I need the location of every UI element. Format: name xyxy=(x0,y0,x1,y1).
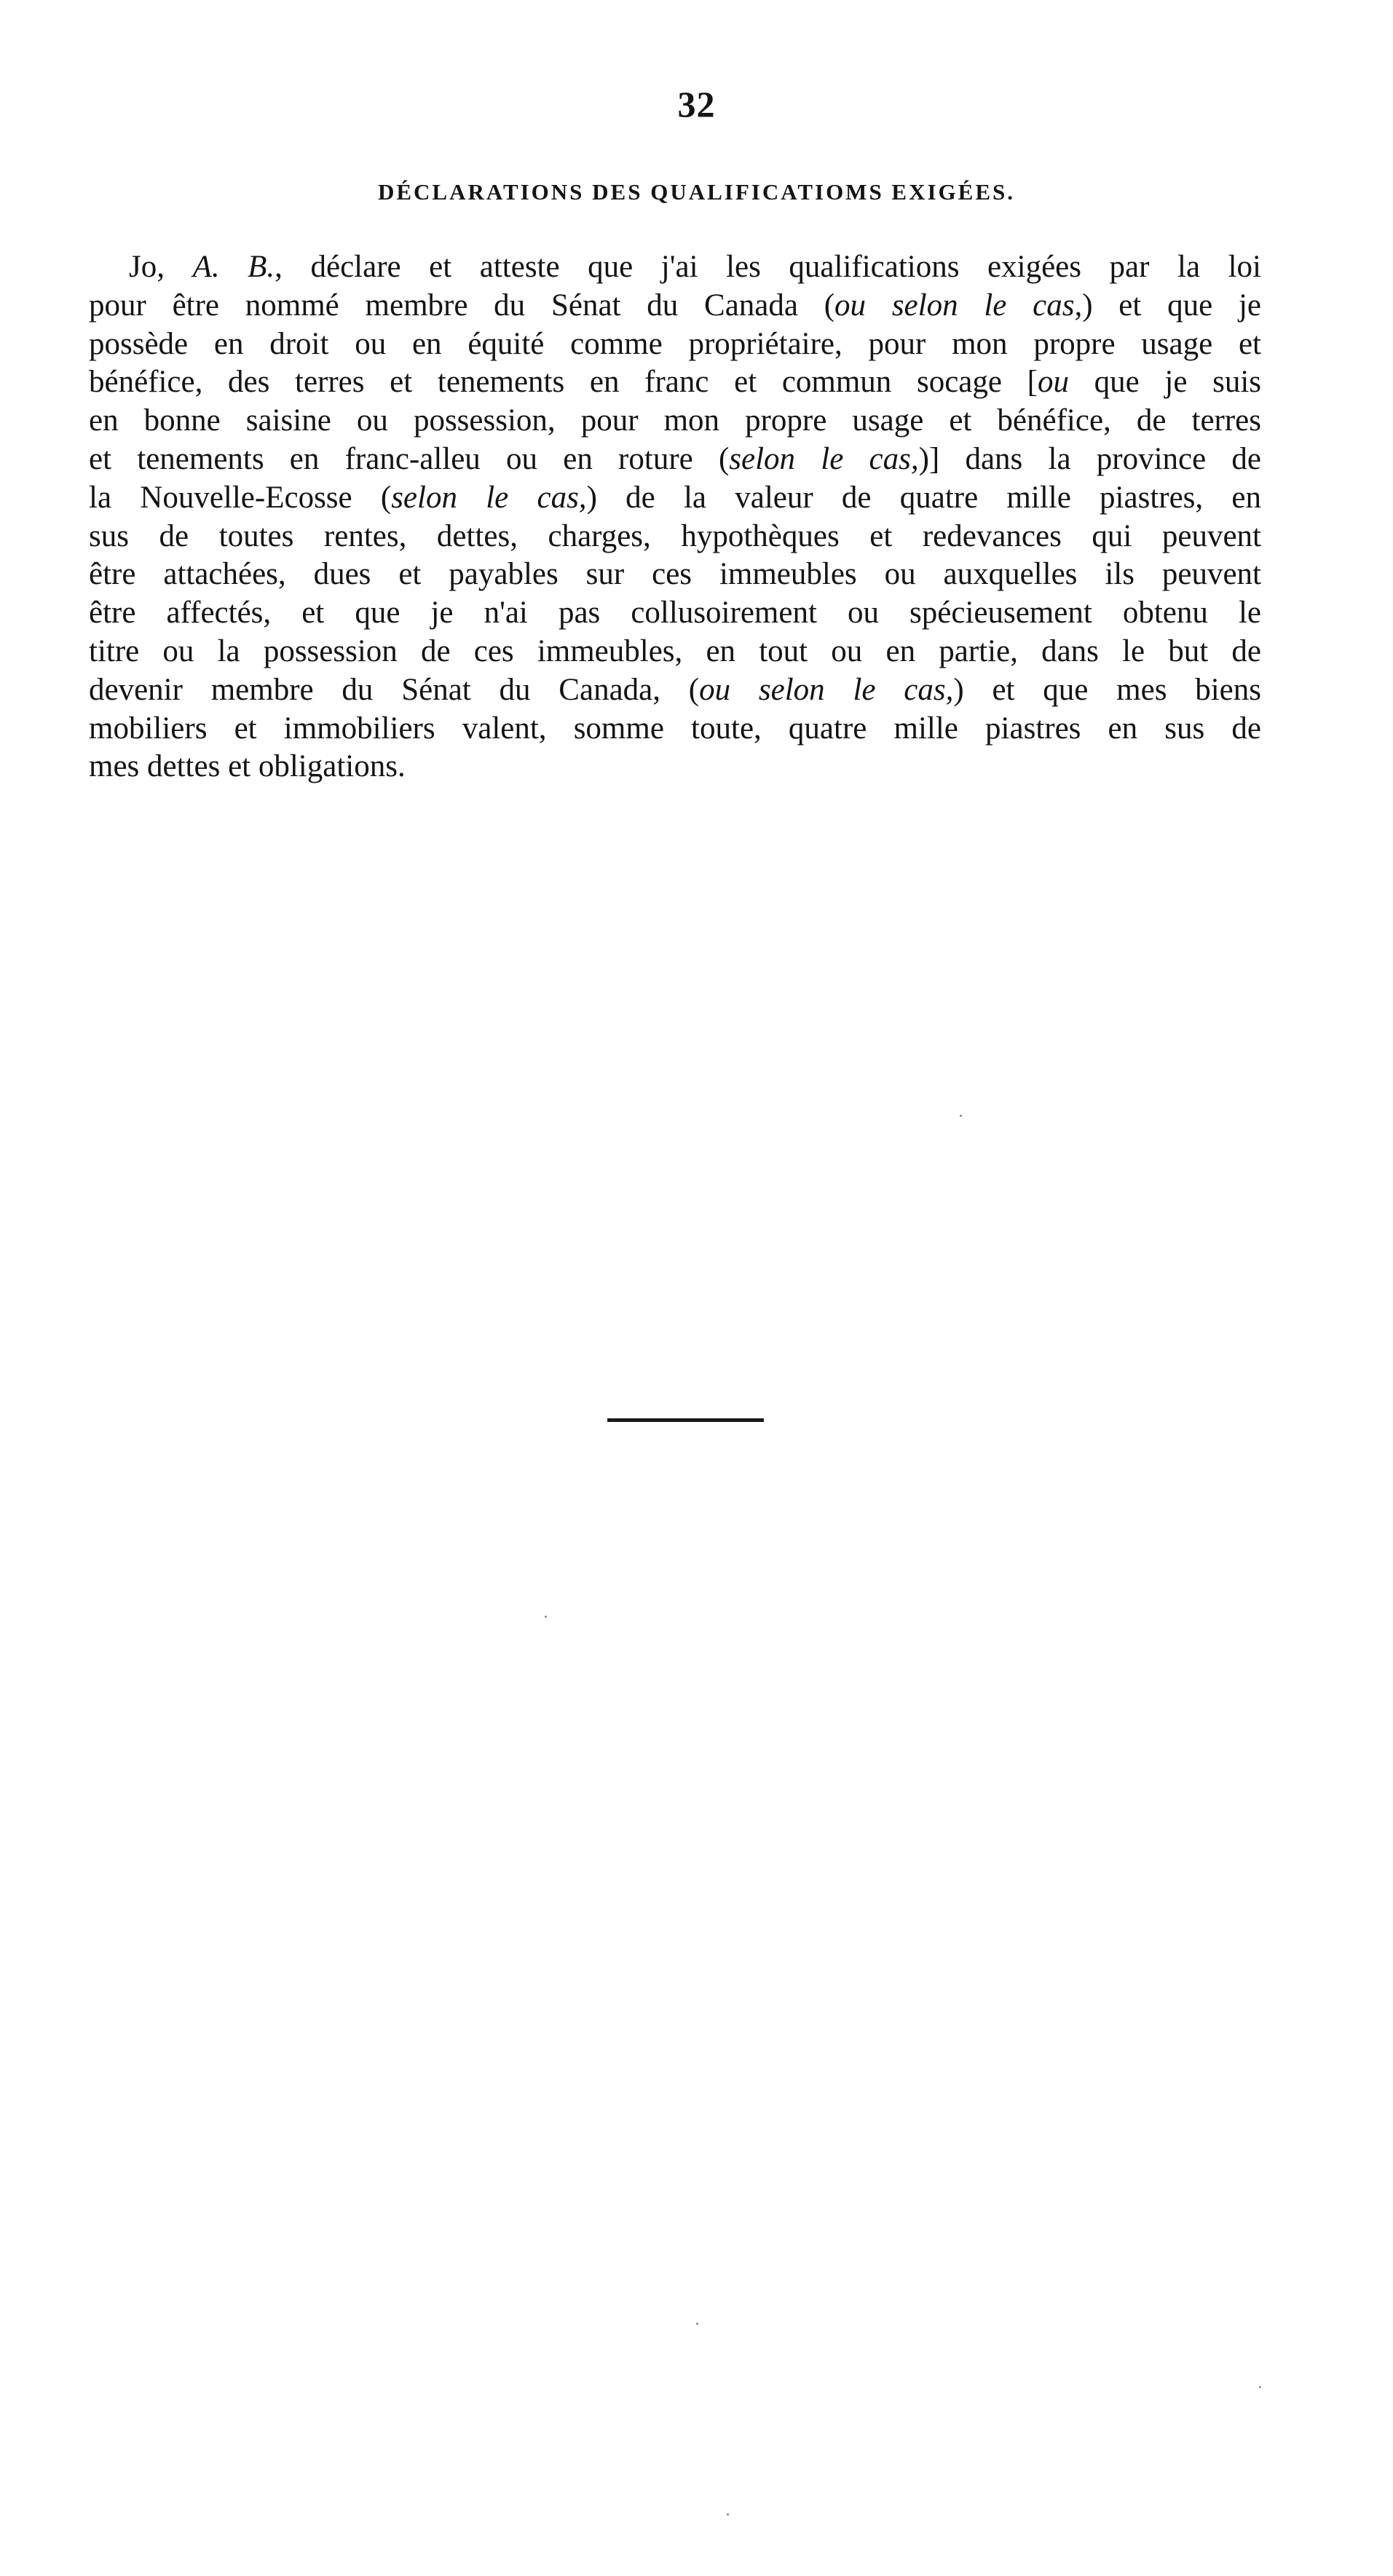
paper-speck xyxy=(960,1115,962,1117)
text-line: mobiliers et immobiliers valent, somme toute, quatre mille piastres en sus de xyxy=(89,711,1261,746)
text-line: mes dettes et obligations. xyxy=(89,749,406,784)
page-number: 32 xyxy=(677,84,716,125)
text-line: sus de toutes rentes, dettes, charges, hypothèques et redevances qui peuvent xyxy=(89,518,1261,553)
text-line: être affectés, et que je n'ai pas collusoirement ou spécieusement obtenu le xyxy=(89,596,1261,631)
italic-text: selon le cas, xyxy=(729,441,919,476)
text-line: être attachées, dues et payables sur ces immeubles ou auxquelles ils peuvent xyxy=(89,557,1261,592)
paper-speck xyxy=(696,2323,698,2325)
italic-text: ou selon le cas, xyxy=(699,672,954,707)
text-line: bénéfice, des terres et tenements en franc et commun socage [ou que je suis xyxy=(89,365,1261,400)
italic-text: ou selon le cas, xyxy=(834,288,1083,323)
text-line: Jo, A. B., déclare et atteste que j'ai les qualifications exigées par la loi xyxy=(129,250,1261,284)
declaration-paragraph xyxy=(89,248,1261,786)
italic-text: ou xyxy=(1037,365,1069,400)
text-line: et tenements en franc-alleu ou en roture (selon le cas,)] dans la province de xyxy=(89,441,1261,476)
italic-text: A. B. xyxy=(192,250,275,284)
text-line: pour être nommé membre du Sénat du Canada (ou selon le cas,) et que je xyxy=(89,288,1261,323)
paper-speck xyxy=(1259,2386,1261,2388)
text-line: devenir membre du Sénat du Canada, (ou selon le cas,) et que mes biens xyxy=(89,672,1261,707)
text-line: en bonne saisine ou possession, pour mon propre usage et bénéfice, de terres xyxy=(89,403,1261,438)
italic-text: selon le cas, xyxy=(391,480,587,515)
page-heading: DÉCLARATIONS DES QUALIFICATIOMS EXIGÉES. xyxy=(377,179,1016,205)
text-line: la Nouvelle-Ecosse (selon le cas,) de la valeur de quatre mille piastres, en xyxy=(89,480,1261,515)
paper-speck xyxy=(545,1616,547,1618)
paper-speck xyxy=(727,2513,729,2516)
section-divider-rule xyxy=(607,1418,764,1422)
text-line: possède en droit ou en équité comme propriétaire, pour mon propre usage et xyxy=(89,326,1261,361)
text-line: titre ou la possession de ces immeubles, en tout ou en partie, dans le but de xyxy=(89,633,1261,668)
